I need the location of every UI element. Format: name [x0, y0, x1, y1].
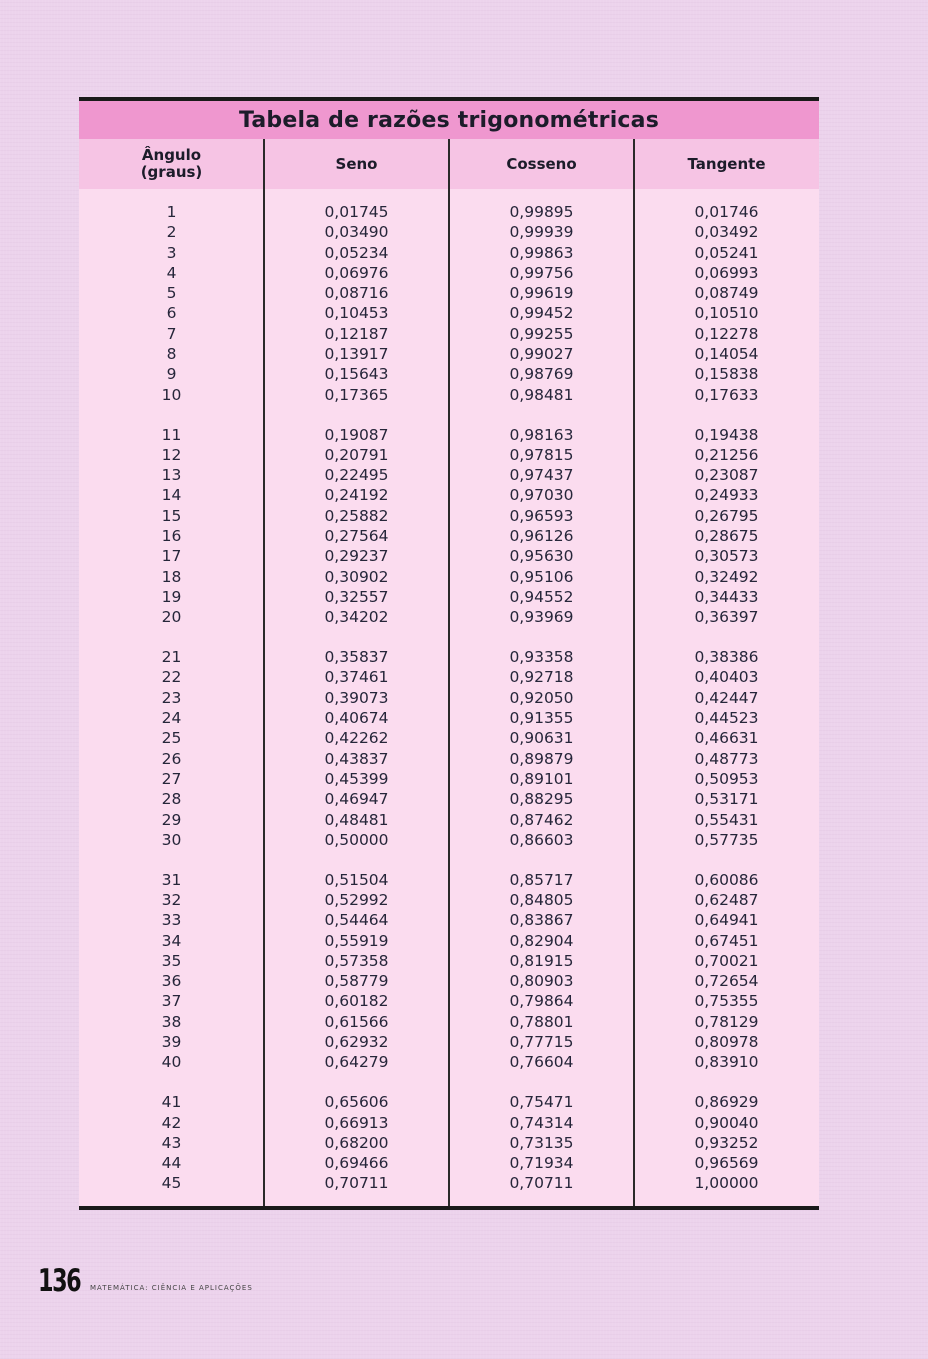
table-row [79, 708, 819, 728]
angle-cell: 4 [166, 263, 177, 282]
sin-cell: 0,66913 [324, 1113, 389, 1132]
cos-cell: 0,76604 [509, 1053, 574, 1072]
header-angle-line2: (graus) [140, 163, 203, 181]
table-row [79, 1173, 819, 1193]
cos-cell: 0,99619 [509, 284, 574, 303]
angle-cell: 28 [161, 790, 182, 809]
tan-cell: 0,36397 [694, 608, 759, 627]
tan-cell: 0,86929 [694, 1093, 759, 1112]
cos-cell: 0,86603 [509, 830, 574, 849]
angle-cell: 36 [161, 972, 182, 991]
tan-cell: 0,57735 [694, 830, 759, 849]
cos-cell: 0,82904 [509, 931, 574, 950]
table-row [79, 324, 819, 344]
sin-cell: 0,45399 [324, 769, 389, 788]
table-row [79, 647, 819, 667]
sin-cell: 0,34202 [324, 608, 389, 627]
sin-cell: 0,40674 [324, 709, 389, 728]
cos-cell: 0,99756 [509, 263, 574, 282]
table-row [79, 830, 819, 850]
sin-cell: 0,37461 [324, 668, 389, 687]
angle-cell: 42 [161, 1113, 182, 1132]
cos-cell: 0,78801 [509, 1012, 574, 1031]
table-bottom-rule [79, 1206, 819, 1210]
table-row [79, 465, 819, 485]
tan-cell: 0,48773 [694, 749, 759, 768]
cos-cell: 0,95630 [509, 547, 574, 566]
table-row [79, 971, 819, 991]
angle-cell: 3 [166, 243, 177, 262]
angle-cell: 45 [161, 1174, 182, 1193]
sin-cell: 0,39073 [324, 688, 389, 707]
sin-cell: 0,12187 [324, 324, 389, 343]
sin-cell: 0,60182 [324, 992, 389, 1011]
sin-cell: 0,15643 [324, 365, 389, 384]
cos-cell: 0,99255 [509, 324, 574, 343]
table-title: Tabela de razões trigonométricas [238, 107, 660, 133]
page-number: 136 [38, 1263, 81, 1299]
table-row [79, 485, 819, 505]
angle-cell: 24 [161, 709, 182, 728]
cos-cell: 0,99027 [509, 345, 574, 364]
table-row [79, 1153, 819, 1173]
table-body [79, 202, 819, 1213]
tan-cell: 0,64941 [694, 911, 759, 930]
angle-cell: 31 [161, 870, 182, 889]
cos-cell: 0,71934 [509, 1154, 574, 1173]
sin-cell: 0,68200 [324, 1133, 389, 1152]
header-sin: Seno [335, 154, 378, 173]
cos-cell: 0,99895 [509, 203, 574, 221]
cos-cell: 0,99863 [509, 243, 574, 262]
tan-cell: 0,23087 [694, 466, 759, 485]
sin-cell: 0,05234 [324, 243, 389, 262]
tan-cell: 0,34433 [694, 587, 759, 606]
tan-cell: 0,90040 [694, 1113, 759, 1132]
table-row [79, 991, 819, 1011]
table-row [79, 910, 819, 930]
angle-cell: 1 [166, 203, 177, 221]
tan-cell: 0,14054 [694, 345, 759, 364]
sin-cell: 0,57358 [324, 951, 389, 970]
cos-cell: 0,75471 [509, 1093, 574, 1112]
table-row [79, 1012, 819, 1032]
table-row [79, 425, 819, 445]
table-row [79, 870, 819, 890]
angle-cell: 9 [166, 365, 177, 384]
table-row [79, 688, 819, 708]
tan-cell: 0,26795 [694, 506, 759, 525]
book-title: MATEMÁTICA: CIÊNCIA E APLICAÇÕES [90, 1284, 253, 1292]
cos-cell: 0,97815 [509, 445, 574, 464]
cos-cell: 0,93358 [509, 648, 574, 667]
table-title-bar [79, 101, 819, 139]
tan-cell: 0,03492 [694, 223, 759, 242]
sin-cell: 0,01745 [324, 203, 389, 221]
tan-cell: 0,72654 [694, 972, 759, 991]
angle-cell: 8 [166, 345, 177, 364]
angle-cell: 43 [161, 1133, 182, 1152]
row-group [79, 202, 819, 405]
row-group [79, 647, 819, 850]
table-row [79, 202, 819, 222]
angle-cell: 18 [161, 567, 182, 586]
sin-cell: 0,29237 [324, 547, 389, 566]
tan-cell: 0,17633 [694, 385, 759, 404]
angle-cell: 11 [161, 425, 182, 444]
tan-cell: 0,24933 [694, 486, 759, 505]
header-tan: Tangente [687, 154, 766, 173]
sin-cell: 0,55919 [324, 931, 389, 950]
tan-cell: 0,40403 [694, 668, 759, 687]
sin-cell: 0,27564 [324, 527, 389, 546]
tan-cell: 0,67451 [694, 931, 759, 950]
sin-cell: 0,69466 [324, 1154, 389, 1173]
tan-cell: 0,80978 [694, 1033, 759, 1052]
cos-cell: 0,99939 [509, 223, 574, 242]
angle-cell: 17 [161, 547, 182, 566]
angle-cell: 30 [161, 830, 182, 849]
sin-cell: 0,70711 [324, 1174, 389, 1193]
angle-cell: 20 [161, 608, 182, 627]
cos-cell: 0,92050 [509, 688, 574, 707]
table-row [79, 283, 819, 303]
tan-cell: 0,30573 [694, 547, 759, 566]
table-row [79, 1052, 819, 1072]
cos-cell: 0,93969 [509, 608, 574, 627]
sin-cell: 0,35837 [324, 648, 389, 667]
sin-cell: 0,22495 [324, 466, 389, 485]
cos-cell: 0,97437 [509, 466, 574, 485]
table-row [79, 445, 819, 465]
row-group [79, 425, 819, 628]
tan-cell: 0,06993 [694, 263, 759, 282]
table-row [79, 567, 819, 587]
tan-cell: 0,10510 [694, 304, 759, 323]
tan-cell: 0,60086 [694, 870, 759, 889]
trig-table [79, 97, 819, 1210]
sin-cell: 0,10453 [324, 304, 389, 323]
angle-cell: 14 [161, 486, 182, 505]
header-angle [79, 139, 264, 189]
angle-cell: 6 [166, 304, 177, 323]
table-row [79, 789, 819, 809]
table-row [79, 931, 819, 951]
sin-cell: 0,64279 [324, 1053, 389, 1072]
cos-cell: 0,89101 [509, 769, 574, 788]
cos-cell: 0,89879 [509, 749, 574, 768]
table-row [79, 749, 819, 769]
sin-cell: 0,24192 [324, 486, 389, 505]
cos-cell: 0,79864 [509, 992, 574, 1011]
angle-cell: 38 [161, 1012, 182, 1031]
table-row [79, 769, 819, 789]
tan-cell: 0,83910 [694, 1053, 759, 1072]
tan-cell: 0,78129 [694, 1012, 759, 1031]
angle-cell: 37 [161, 992, 182, 1011]
angle-cell: 25 [161, 729, 182, 748]
cos-cell: 0,73135 [509, 1133, 574, 1152]
angle-cell: 7 [166, 324, 177, 343]
tan-cell: 0,08749 [694, 284, 759, 303]
angle-cell: 10 [161, 385, 182, 404]
sin-cell: 0,58779 [324, 972, 389, 991]
sin-cell: 0,19087 [324, 425, 389, 444]
sin-cell: 0,03490 [324, 223, 389, 242]
angle-cell: 29 [161, 810, 182, 829]
table-row [79, 667, 819, 687]
table-row [79, 728, 819, 748]
table-row [79, 587, 819, 607]
tan-cell: 0,44523 [694, 709, 759, 728]
cos-cell: 0,96593 [509, 506, 574, 525]
tan-cell: 0,38386 [694, 648, 759, 667]
cos-cell: 0,98769 [509, 365, 574, 384]
sin-cell: 0,54464 [324, 911, 389, 930]
sin-cell: 0,42262 [324, 729, 389, 748]
sin-cell: 0,43837 [324, 749, 389, 768]
tan-cell: 0,01746 [694, 203, 759, 221]
sin-cell: 0,50000 [324, 830, 389, 849]
sin-cell: 0,65606 [324, 1093, 389, 1112]
sin-cell: 0,25882 [324, 506, 389, 525]
cos-cell: 0,97030 [509, 486, 574, 505]
angle-cell: 39 [161, 1033, 182, 1052]
sin-cell: 0,08716 [324, 284, 389, 303]
sin-cell: 0,52992 [324, 890, 389, 909]
tan-cell: 0,93252 [694, 1133, 759, 1152]
tan-cell: 0,96569 [694, 1154, 759, 1173]
angle-cell: 16 [161, 527, 182, 546]
table-row [79, 303, 819, 323]
sin-cell: 0,17365 [324, 385, 389, 404]
angle-cell: 13 [161, 466, 182, 485]
sin-cell: 0,30902 [324, 567, 389, 586]
cos-cell: 0,92718 [509, 668, 574, 687]
tan-cell: 0,75355 [694, 992, 759, 1011]
tan-cell: 0,15838 [694, 365, 759, 384]
sin-cell: 0,48481 [324, 810, 389, 829]
sin-cell: 0,13917 [324, 345, 389, 364]
cos-cell: 0,87462 [509, 810, 574, 829]
angle-cell: 26 [161, 749, 182, 768]
cos-cell: 0,91355 [509, 709, 574, 728]
sin-cell: 0,06976 [324, 263, 389, 282]
angle-cell: 2 [166, 223, 177, 242]
cos-cell: 0,88295 [509, 790, 574, 809]
cos-cell: 0,98163 [509, 425, 574, 444]
cos-cell: 0,95106 [509, 567, 574, 586]
cos-cell: 0,77715 [509, 1033, 574, 1052]
page-footer [38, 1257, 253, 1297]
cos-cell: 0,84805 [509, 890, 574, 909]
header-angle-line1: Ângulo [141, 146, 202, 164]
cos-cell: 0,81915 [509, 951, 574, 970]
sin-cell: 0,20791 [324, 445, 389, 464]
table-row [79, 506, 819, 526]
table-row [79, 890, 819, 910]
table-row [79, 1032, 819, 1052]
tan-cell: 1,00000 [694, 1174, 759, 1193]
tan-cell: 0,55431 [694, 810, 759, 829]
row-group [79, 870, 819, 1073]
tan-cell: 0,70021 [694, 951, 759, 970]
angle-cell: 27 [161, 769, 182, 788]
angle-cell: 12 [161, 445, 182, 464]
angle-cell: 35 [161, 951, 182, 970]
tan-cell: 0,50953 [694, 769, 759, 788]
angle-cell: 32 [161, 890, 182, 909]
cos-cell: 0,96126 [509, 527, 574, 546]
table-row [79, 1113, 819, 1133]
tan-cell: 0,05241 [694, 243, 759, 262]
header-cos: Cosseno [506, 154, 577, 173]
angle-cell: 15 [161, 506, 182, 525]
tan-cell: 0,53171 [694, 790, 759, 809]
table-row [79, 385, 819, 405]
table-row [79, 526, 819, 546]
table-row [79, 546, 819, 566]
tan-cell: 0,19438 [694, 425, 759, 444]
angle-cell: 5 [166, 284, 177, 303]
cos-cell: 0,74314 [509, 1113, 574, 1132]
tan-cell: 0,21256 [694, 445, 759, 464]
cos-cell: 0,98481 [509, 385, 574, 404]
angle-cell: 21 [161, 648, 182, 667]
row-group [79, 1092, 819, 1193]
tan-cell: 0,12278 [694, 324, 759, 343]
tan-cell: 0,46631 [694, 729, 759, 748]
angle-cell: 34 [161, 931, 182, 950]
cos-cell: 0,70711 [509, 1174, 574, 1193]
table-row [79, 243, 819, 263]
table-row [79, 810, 819, 830]
angle-cell: 44 [161, 1154, 182, 1173]
angle-cell: 23 [161, 688, 182, 707]
cos-cell: 0,83867 [509, 911, 574, 930]
sin-cell: 0,46947 [324, 790, 389, 809]
table-row [79, 263, 819, 283]
sin-cell: 0,61566 [324, 1012, 389, 1031]
table-row [79, 1133, 819, 1153]
table-row [79, 344, 819, 364]
tan-cell: 0,62487 [694, 890, 759, 909]
angle-cell: 22 [161, 668, 182, 687]
angle-cell: 40 [161, 1053, 182, 1072]
angle-cell: 33 [161, 911, 182, 930]
sin-cell: 0,62932 [324, 1033, 389, 1052]
tan-cell: 0,32492 [694, 567, 759, 586]
table-row [79, 222, 819, 242]
table-row [79, 364, 819, 384]
cos-cell: 0,94552 [509, 587, 574, 606]
table-row [79, 607, 819, 627]
table-row [79, 951, 819, 971]
table-row [79, 1092, 819, 1112]
angle-cell: 41 [161, 1093, 182, 1112]
cos-cell: 0,90631 [509, 729, 574, 748]
cos-cell: 0,99452 [509, 304, 574, 323]
tan-cell: 0,28675 [694, 527, 759, 546]
sin-cell: 0,51504 [324, 870, 389, 889]
cos-cell: 0,80903 [509, 972, 574, 991]
sin-cell: 0,32557 [324, 587, 389, 606]
cos-cell: 0,85717 [509, 870, 574, 889]
angle-cell: 19 [161, 587, 182, 606]
tan-cell: 0,42447 [694, 688, 759, 707]
